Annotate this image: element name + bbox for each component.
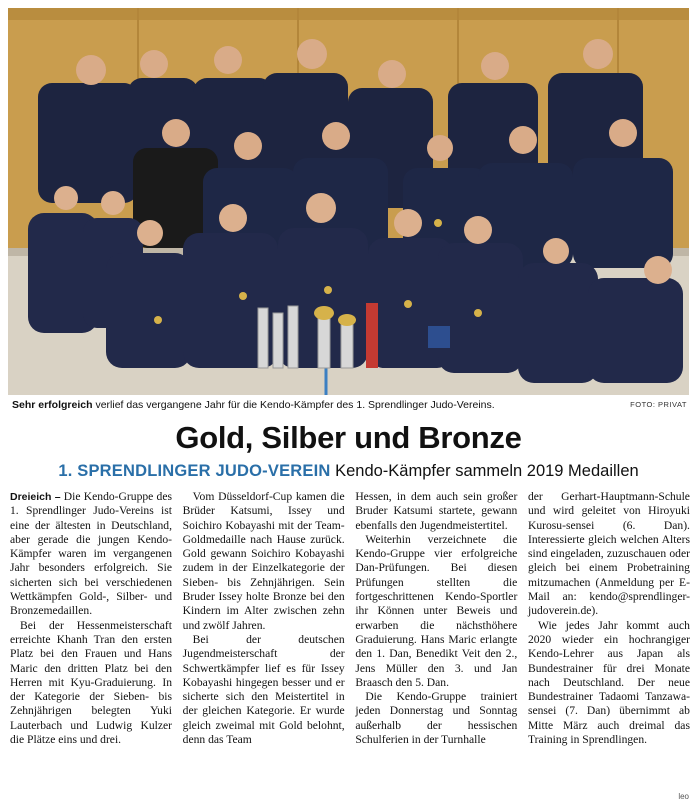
- article-paragraph: Vom Düsseldorf-Cup kamen die Brüder Katsumi, Issey und Soichiro Kobayashi mit der Team-Goldmedaille nach Hause zurück. Gold gewann Soichiro Kobayashi zudem in der Einzelkategorie der Sieben- bis Zehnjährigen. Sein Bruder Issey holte Bronze bei den Kindern im Alter zwischen zehn und zwölf Jahren.: [182, 490, 345, 632]
- article-paragraph: Hessen, in dem auch sein großer Bruder Katsumi startete, gewann ebenfalls den Jugendmeistertitel.: [355, 490, 518, 532]
- photo-credit: FOTO: PRIVAT: [630, 400, 687, 409]
- caption-text: verlief das vergangene Jahr für die Kendo-Kämpfer des 1. Sprendlinger Judo-Vereins.: [92, 399, 495, 411]
- caption-lead: Sehr erfolgreich: [12, 399, 93, 411]
- group-photo: [8, 8, 689, 395]
- subheadline-kicker: 1. SPRENDLINGER JUDO-VEREIN: [58, 462, 331, 480]
- group-photo-kendo-team-icon: [8, 8, 689, 395]
- article-body: [10, 490, 690, 806]
- article-paragraph: Bei der Hessenmeisterschaft erreichte Khanh Tran den ersten Platz bei den Frauen und Hans Maric den dritten Platz bei den Herren mit Kyu-Graduierung. In der Kategorie der Sieben- bis Zehnjährigen belegten Yuki Lauterbach und Ludwig Kulzer die Plätze eins und drei.: [10, 618, 172, 747]
- headline: Gold, Silber und Bronze: [175, 420, 522, 455]
- article-column-4: [528, 490, 690, 806]
- author-tag: leo: [678, 792, 689, 801]
- paragraph-text: Die Kendo-Gruppe des 1. Sprendlinger Judo-Vereins ist eine der ältesten in Deutschland, aber gerade die jungen Kendo-Kämpfer waren im vergangenen Jahr besonders erfolgreich. Sie sicherten sich bei verschiedenen Wettkämpfen Gold-, Silber- und Bronzemedaillen.: [10, 490, 172, 618]
- dateline: Dreieich –: [10, 491, 61, 503]
- article-paragraph: der Gerhart-Hauptmann-Schule und wird geleitet von Hiroyuki Kurosu-sensei (6. Dan). Interessierte gleich welchen Alters sind eingeladen, zuzuschauen oder gleich bei einem Probetraining mitzumachen (Anmeldung per E-Mail an: kendo@sprendlinger-judoverein.de).: [527, 490, 690, 618]
- article-column-3: [355, 490, 517, 806]
- article-paragraph: Weiterhin verzeichnete die Kendo-Gruppe vier erfolgreiche Dan-Prüfungen. Bei diesen Prüfungen stellten die fortgeschrittenen Kendo-Sportler ihr Können unter Beweis und erwarben die nächsthöhere Graduierung. Hans Maric erlangte den 1. Dan, Benedikt Veit den 2., Jens Müller den 3. und Jan Braasch den 5. Dan.: [355, 532, 518, 689]
- photo-caption: [12, 398, 688, 412]
- article-paragraph: Wie jedes Jahr kommt auch 2020 wieder ein hochrangiger Kendo-Lehrer aus Japan als Bundestrainer für drei Monate nach Deutschland. Der neue Bundestrainer Tadaomi Tanzawa-sensei (7. Dan) übernimmt ab Mitte März auch dreimal das Training in Sprendlingen.: [527, 618, 690, 747]
- article-paragraph: Die Kendo-Gruppe trainiert jeden Donnerstag und Sonntag außerhalb der hessischen Schulferien in der Turnhalle: [355, 690, 518, 747]
- article-column-2: [183, 490, 345, 806]
- subheadline: [0, 460, 697, 482]
- article-column-1: [10, 490, 172, 806]
- subheadline-text: Kendo-Kämpfer sammeln 2019 Medaillen: [330, 462, 639, 480]
- article-paragraph: [10, 490, 172, 619]
- article-paragraph: Bei der deutschen Jugendmeisterschaft der Schwertkämpfer lief es für Issey Kobayashi hingegen besser und er sicherte sich den Meistertitel in der gleichen Kategorie. Er wurde gleich zweimal mit Gold belohnt, denn das Team: [182, 632, 345, 747]
